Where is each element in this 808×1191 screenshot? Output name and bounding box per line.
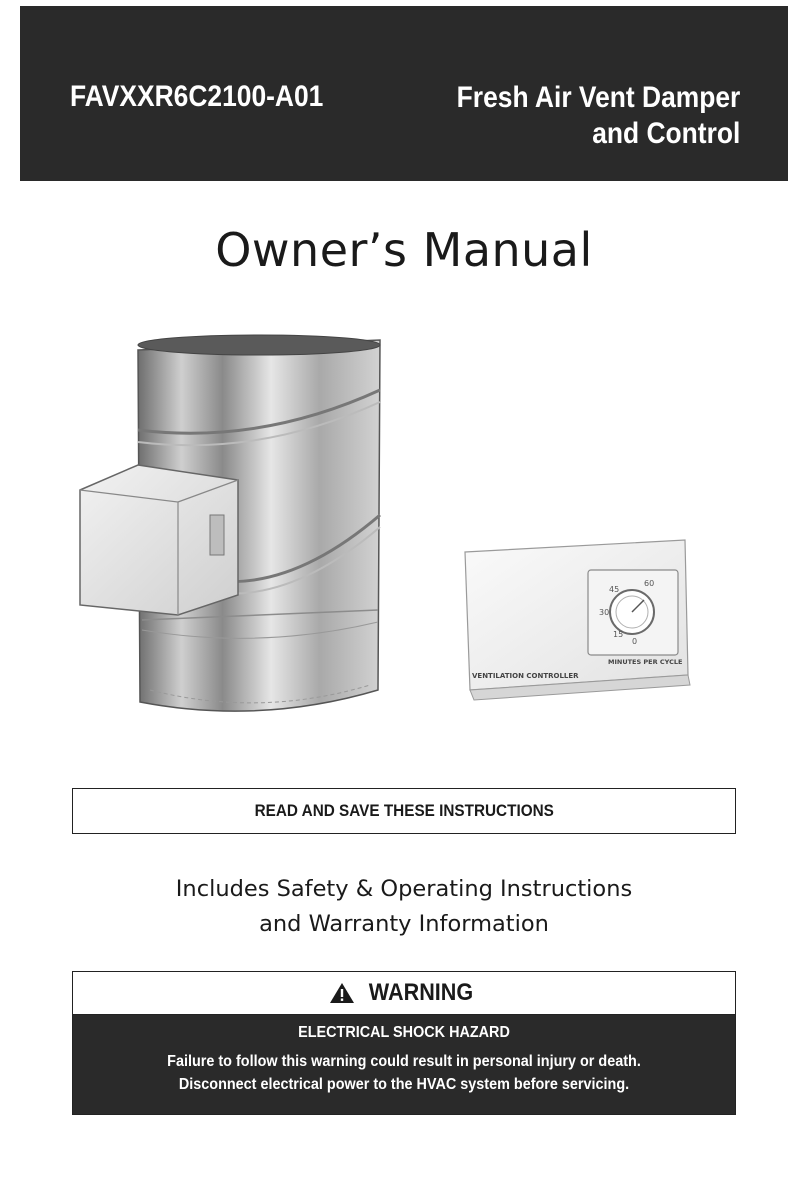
product-title-line2: and Control <box>591 117 740 150</box>
controller-label: VENTILATION CONTROLLER <box>472 672 579 680</box>
warning-triangle-icon <box>329 982 355 1004</box>
read-save-notice <box>72 788 736 834</box>
warning-heading: WARNING <box>368 979 474 1006</box>
read-save-text: READ AND SAVE THESE INSTRUCTIONS <box>254 801 554 820</box>
damper-actuator <box>80 465 238 615</box>
includes-statement <box>0 872 808 942</box>
warning-box <box>72 971 736 1115</box>
dial-tick-30: 30 <box>599 608 610 617</box>
warning-line1: Failure to follow this warning could result in personal injury or death. <box>167 1053 641 1070</box>
dial-tick-45: 45 <box>609 585 620 594</box>
model-number: FAVXXR6C2100-A01 <box>70 80 324 113</box>
product-title <box>456 80 740 152</box>
page-title: Owner’s Manual <box>215 223 593 277</box>
includes-line1: Includes Safety & Operating Instructions <box>175 876 633 902</box>
ventilation-controller <box>465 540 690 700</box>
dial-tick-15: 15 <box>613 630 624 639</box>
warning-body <box>106 1050 702 1096</box>
includes-line2: and Warranty Information <box>259 911 549 937</box>
warning-header <box>73 972 735 1015</box>
warning-line2: Disconnect electrical power to the HVAC system before servicing. <box>178 1076 630 1093</box>
dial-tick-60: 60 <box>644 579 655 588</box>
dial-tick-0: 0 <box>632 637 638 646</box>
product-title-line1: Fresh Air Vent Damper <box>456 81 740 114</box>
dial-caption: MINUTES PER CYCLE <box>608 658 683 666</box>
product-photo <box>60 330 760 750</box>
warning-hazard: ELECTRICAL SHOCK HAZARD <box>298 1024 510 1041</box>
